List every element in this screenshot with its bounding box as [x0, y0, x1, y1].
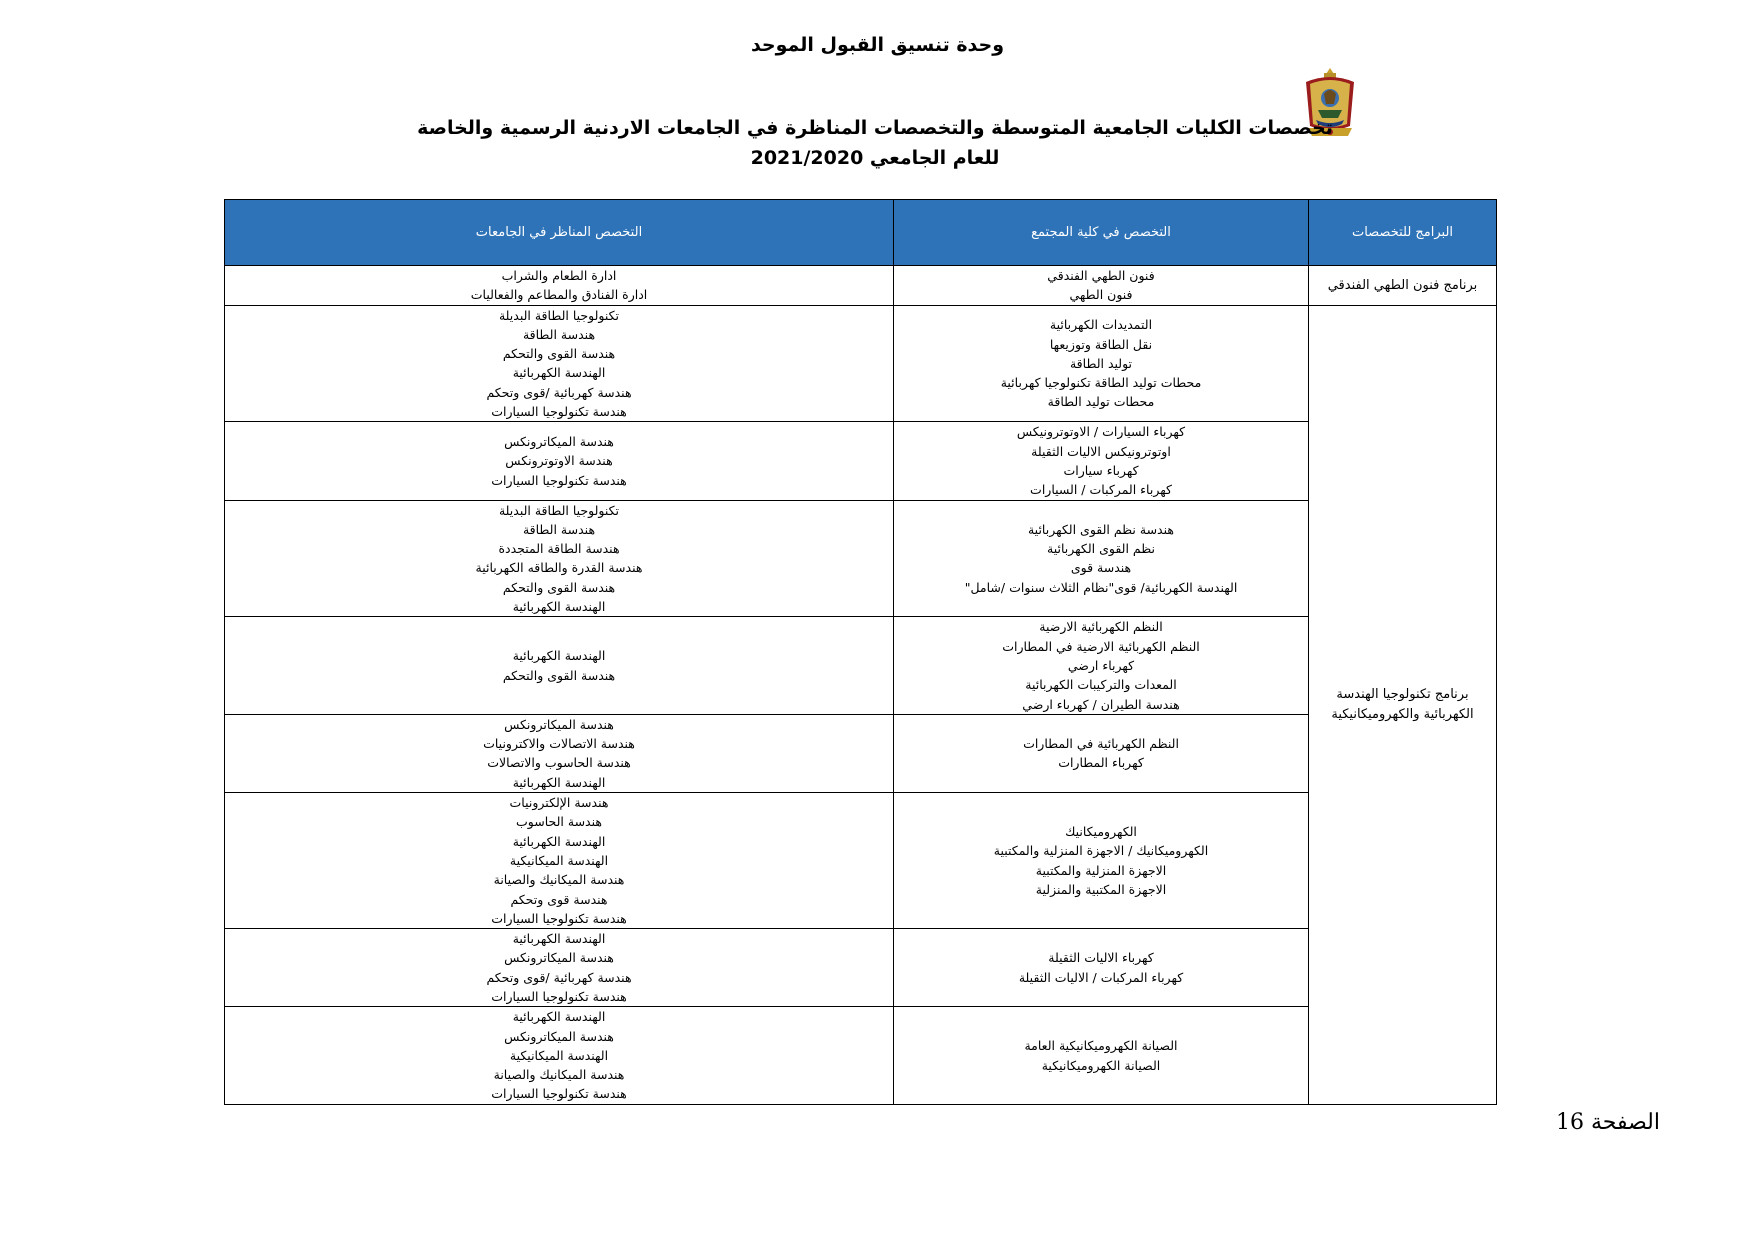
- community-college-specialty: كهرباء المطارات: [1058, 755, 1144, 771]
- university-specialty: هندسة تكنولوجيا السيارات: [491, 988, 627, 1004]
- community-college-cell: [894, 305, 1309, 422]
- university-cell: [225, 929, 894, 1007]
- community-college-specialty: محطات توليد الطاقة: [1047, 394, 1155, 410]
- university-specialty: هندسة الحاسوب: [516, 814, 602, 830]
- community-college-cell: [894, 500, 1309, 617]
- community-college-cell: [894, 714, 1309, 792]
- university-specialty: هندسة القوى والتحكم: [502, 667, 616, 683]
- community-college-specialty: نقل الطاقة وتوزيعها: [1049, 336, 1153, 352]
- community-college-specialty: الكهروميكانيك / الاجهزة المنزلية والمكتبية: [993, 843, 1209, 859]
- university-specialty: الهندسة الكهربائية: [512, 648, 606, 664]
- university-specialty: هندسة القدرة والطاقه الكهربائية: [475, 560, 643, 576]
- community-college-specialty: فنون الطهي: [1069, 287, 1133, 303]
- university-specialty: تكنولوجيا الطاقة البديلة: [498, 307, 620, 323]
- community-college-specialty: محطات توليد الطاقة تكنولوجيا كهربائية: [1000, 375, 1202, 391]
- university-cell: [225, 793, 894, 929]
- university-cell: [225, 617, 894, 714]
- community-college-specialty: هندسة نظم القوى الكهربائية: [1027, 521, 1174, 537]
- community-college-specialty: الكهروميكانيك: [1065, 823, 1137, 839]
- community-college-specialty: المعدات والتركيبات الكهربائية: [1025, 677, 1177, 693]
- specializations-table: [224, 199, 1497, 1105]
- program-name: برنامج تكنولوجيا الهندسة الكهربائية والكهروميكانيكية: [1331, 687, 1474, 722]
- university-specialty: هندسة تكنولوجيا السيارات: [491, 1086, 627, 1102]
- title-line-2: للعام الجامعي 2021/2020: [750, 147, 1000, 169]
- program-cell: [1309, 305, 1497, 1104]
- community-college-specialty: كهرباء ارضي: [1067, 657, 1135, 673]
- table-row: [225, 422, 1497, 500]
- university-cell: [225, 1007, 894, 1104]
- university-specialty: هندسة القوى والتحكم: [502, 346, 616, 362]
- community-college-specialty: الصيانة الكهروميكانيكية العامة: [1024, 1038, 1178, 1054]
- university-cell: [225, 714, 894, 792]
- community-college-specialty: كهرباء الاليات الثقيلة: [1048, 950, 1154, 966]
- university-cell: [225, 500, 894, 617]
- university-specialty: الهندسة الكهربائية: [512, 1009, 606, 1025]
- university-specialty: هندسة الإلكترونيات: [509, 795, 609, 811]
- university-cell: [225, 266, 894, 306]
- table-row: [225, 500, 1497, 617]
- table-body: [225, 266, 1497, 1105]
- community-college-specialty: كهرباء السيارات / الاوتوترونيكس: [1016, 424, 1186, 440]
- header-university: التخصص المناظر في الجامعات: [225, 200, 894, 266]
- university-specialty: تكنولوجيا الطاقة البديلة: [498, 502, 620, 518]
- university-specialty: هندسة القوى والتحكم: [502, 579, 616, 595]
- table-row: [225, 617, 1497, 714]
- university-specialty: الهندسة الميكانيكية: [509, 852, 609, 868]
- community-college-specialty: النظم الكهربائية الارضية: [1039, 619, 1163, 635]
- unit-title: وحدة تنسيق القبول الموحد: [750, 34, 1005, 56]
- page-number: الصفحة 16: [1555, 1110, 1660, 1135]
- community-college-specialty: فنون الطهي الفندقي: [1047, 268, 1155, 283]
- university-specialty: الهندسة الكهربائية: [512, 774, 606, 790]
- university-specialty: الهندسة الكهربائية: [512, 833, 606, 849]
- community-college-specialty: اوتوترونيكس الاليات الثقيلة: [1031, 443, 1171, 459]
- title-line-1: تخصصات الكليات الجامعية المتوسطة والتخصصات المناظرة في الجامعات الاردنية الرسمية والخاصة: [417, 117, 1333, 139]
- header-program: البرامج للتخصصات: [1309, 200, 1497, 266]
- community-college-specialty: الهندسة الكهربائية/ قوى"نظام الثلاث سنوات /شامل": [964, 579, 1238, 595]
- university-specialty: هندسة الميكاترونكس: [504, 434, 614, 450]
- community-college-specialty: كهرباء المركبات / السيارات: [1030, 482, 1172, 498]
- university-specialty: ادارة الطعام والشراب: [501, 268, 617, 283]
- community-college-cell: [894, 422, 1309, 500]
- university-specialty: هندسة كهربائية /قوى وتحكم: [486, 969, 632, 985]
- university-specialty: هندسة تكنولوجيا السيارات: [491, 404, 627, 420]
- community-college-cell: [894, 1007, 1309, 1104]
- header-community-college: التخصص في كلية المجتمع: [894, 200, 1309, 266]
- table-row: [225, 929, 1497, 1007]
- community-college-cell: [894, 929, 1309, 1007]
- community-college-specialty: كهرباء المركبات / الاليات الثقيلة: [1018, 969, 1184, 985]
- university-specialty: هندسة الميكاترونكس: [504, 1028, 614, 1044]
- community-college-specialty: التمديدات الكهربائية: [1049, 317, 1153, 333]
- university-cell: [225, 305, 894, 422]
- university-cell: [225, 422, 894, 500]
- university-specialty: هندسة الطاقة المتجددة: [498, 541, 620, 557]
- university-specialty: هندسة الاوتوترونكس: [505, 453, 613, 469]
- community-college-specialty: النظم الكهربائية في المطارات: [1023, 736, 1179, 752]
- university-specialty: هندسة تكنولوجيا السيارات: [491, 910, 627, 926]
- community-college-specialty: هندسة الطيران / كهرباء ارضي: [1022, 696, 1180, 712]
- table-row: [225, 266, 1497, 306]
- community-college-specialty: نظم القوى الكهربائية: [1047, 541, 1155, 557]
- document-title: [300, 113, 1450, 173]
- community-college-specialty: هندسة قوى: [1070, 560, 1132, 576]
- community-college-specialty: الصيانة الكهروميكانيكية: [1041, 1057, 1161, 1073]
- university-specialty: هندسة الميكانيك والصيانة: [493, 872, 625, 888]
- community-college-specialty: الاجهزة المكتبية والمنزلية: [1035, 881, 1167, 897]
- table-row: [225, 1007, 1497, 1104]
- community-college-specialty: توليد الطاقة: [1069, 355, 1133, 371]
- university-specialty: هندسة الطاقة: [522, 521, 596, 537]
- community-college-specialty: النظم الكهربائية الارضية في المطارات: [1002, 638, 1200, 654]
- program-name: برنامج فنون الطهي الفندقي: [1327, 277, 1478, 293]
- university-specialty: هندسة تكنولوجيا السيارات: [491, 472, 627, 488]
- community-college-specialty: الاجهزة المنزلية والمكتبية: [1035, 862, 1167, 878]
- university-specialty: هندسة الميكاترونكس: [504, 950, 614, 966]
- community-college-specialty: كهرباء سيارات: [1063, 462, 1139, 478]
- community-college-cell: [894, 793, 1309, 929]
- university-specialty: الهندسة الكهربائية: [512, 365, 606, 381]
- program-cell: [1309, 266, 1497, 306]
- community-college-cell: [894, 617, 1309, 714]
- university-specialty: الهندسة الكهربائية: [512, 931, 606, 947]
- university-specialty: هندسة الاتصالات والاكترونيات: [483, 736, 635, 752]
- university-specialty: الهندسة الكهربائية: [512, 599, 606, 615]
- university-specialty: هندسة كهربائية /قوى وتحكم: [486, 384, 632, 400]
- university-specialty: هندسة الطاقة: [522, 326, 596, 342]
- table-row: [225, 305, 1497, 422]
- university-specialty: هندسة الحاسوب والاتصالات: [487, 755, 631, 771]
- university-specialty: الهندسة الميكانيكية: [509, 1047, 609, 1063]
- table-row: [225, 714, 1497, 792]
- table-header-row: [225, 200, 1497, 266]
- university-specialty: هندسة الميكاترونكس: [504, 716, 614, 732]
- community-college-cell: [894, 266, 1309, 306]
- table-row: [225, 793, 1497, 929]
- university-specialty: ادارة الفنادق والمطاعم والفعاليات: [470, 287, 648, 303]
- university-specialty: هندسة الميكانيك والصيانة: [493, 1067, 625, 1083]
- university-specialty: هندسة قوى وتحكم: [510, 891, 608, 907]
